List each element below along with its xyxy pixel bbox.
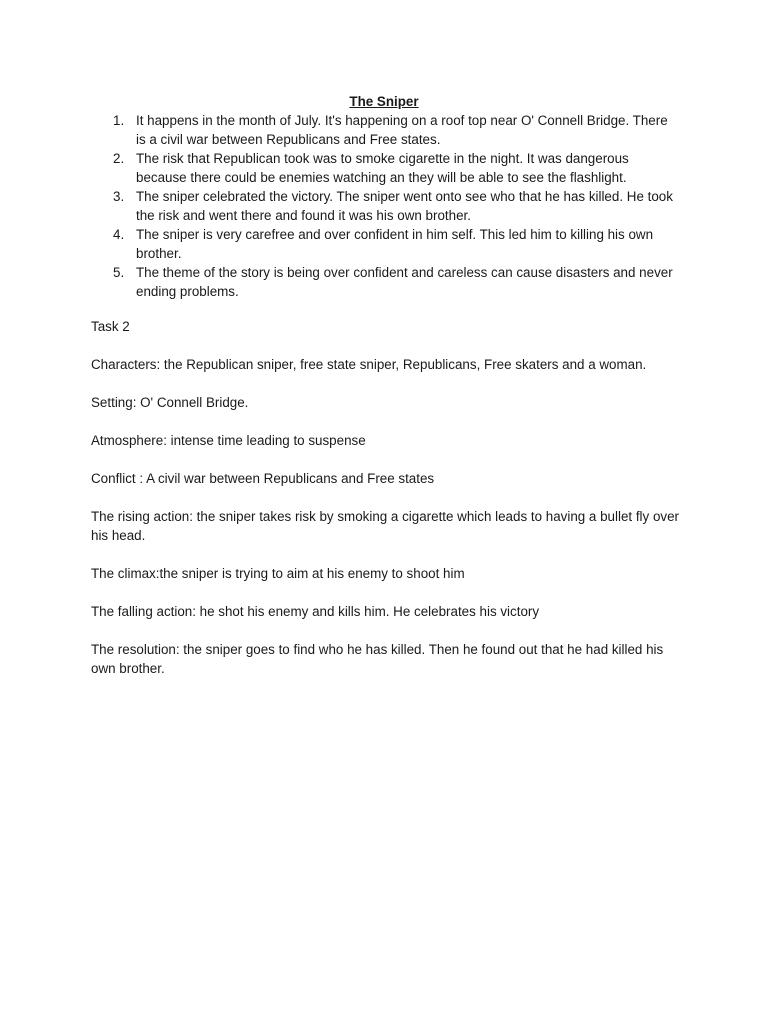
list-text: The sniper celebrated the victory. The sniper went onto see who that he has killed. He took the risk and went there and found it was his own brother. [136, 189, 673, 223]
list-number: 2. [113, 151, 125, 166]
list-item [91, 263, 681, 301]
atmosphere-paragraph: Atmosphere: intense time leading to suspense [91, 433, 366, 448]
list-item [91, 111, 681, 149]
list-item [91, 187, 681, 225]
list-text: The theme of the story is being over confident and careless can cause disasters and never ending problems. [136, 265, 673, 299]
answer-list [91, 111, 681, 301]
list-item [91, 225, 681, 263]
climax-paragraph: The climax:the sniper is trying to aim at his enemy to shoot him [91, 566, 465, 581]
list-text: It happens in the month of July. It's happening on a roof top near O' Connell Bridge. There is a civil war between Republicans and Free states. [136, 113, 668, 147]
list-item [91, 149, 681, 187]
list-number: 4. [113, 227, 125, 242]
falling-action-paragraph: The falling action: he shot his enemy and kills him. He celebrates his victory [91, 604, 540, 619]
task-heading: Task 2 [91, 319, 130, 334]
list-text: The sniper is very carefree and over confident in him self. This led him to killing his own brother. [136, 227, 654, 261]
list-number: 3. [113, 189, 125, 204]
conflict-paragraph: Conflict : A civil war between Republicans and Free states [91, 471, 435, 486]
characters-paragraph: Characters: the Republican sniper, free state sniper, Republicans, Free skaters and a woman. [91, 357, 647, 372]
list-number: 1. [113, 113, 125, 128]
list-number: 5. [113, 265, 125, 280]
setting-paragraph: Setting: O' Connell Bridge. [91, 395, 249, 410]
resolution-paragraph: The resolution: the sniper goes to find who he has killed. Then he found out that he had killed his own brother. [91, 642, 664, 676]
rising-action-paragraph: The rising action: the sniper takes risk by smoking a cigarette which leads to having a bullet fly over his head. [91, 509, 679, 543]
task-2-section [91, 317, 691, 697]
list-text: The risk that Republican took was to smoke cigarette in the night. It was dangerous because there could be enemies watching an they will be able to see the flashlight. [136, 151, 629, 185]
document-title: The Sniper [349, 94, 419, 109]
